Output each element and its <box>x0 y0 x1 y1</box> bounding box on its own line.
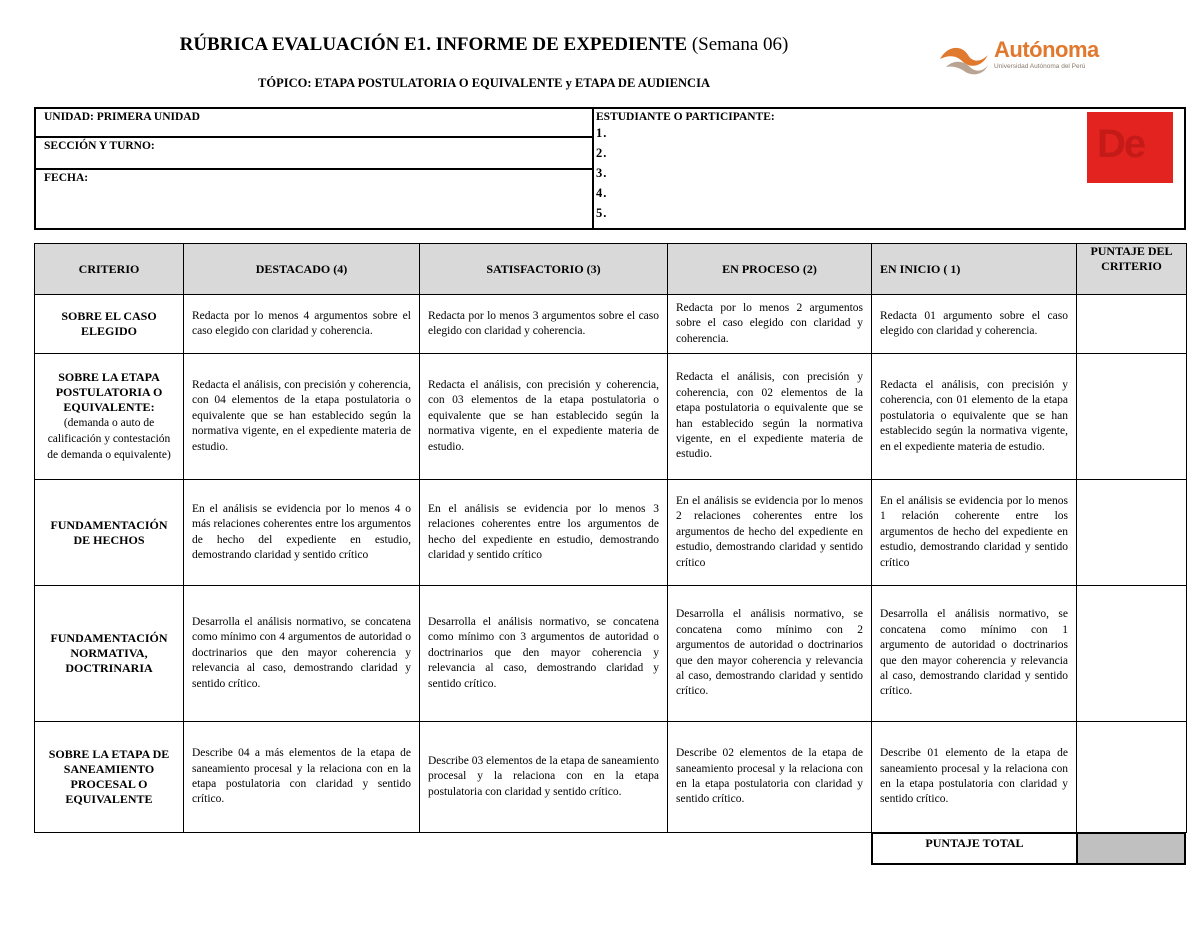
logo-tagline: Universidad Autónoma del Perú <box>994 63 1086 70</box>
table-row <box>35 722 1187 833</box>
header-puntaje: PUNTAJE DEL CRITERIO <box>1077 244 1187 295</box>
inicio-cell: Redacta el análisis, con precisión y coherencia, con 01 elemento de la etapa postulatoria o equivalente que se han establecido según la normativa vigente, en el expediente materia de estudio. <box>872 354 1077 480</box>
proceso-cell: Redacta por lo menos 2 argumentos sobre el caso elegido con claridad y coherencia. <box>668 295 872 354</box>
title-week: (Semana 06) <box>691 34 789 55</box>
rubric-table <box>34 243 1187 833</box>
de-badge <box>1087 112 1173 183</box>
criterion-note: (demanda o auto de calificación y contestación de demanda o equivalente) <box>47 417 171 461</box>
satisfactorio-cell: Redacta por lo menos 3 argumentos sobre el caso elegido con claridad y coherencia. <box>420 295 668 354</box>
logo-name: Autónoma <box>994 37 1099 62</box>
title-main: RÚBRICA EVALUACIÓN E1. INFORME DE EXPEDIENTE <box>179 34 688 55</box>
inicio-cell: En el análisis se evidencia por lo menos 1 relación coherente entre los argumentos de hecho del expediente en estudio, demostrando claridad y sentido crítico <box>872 480 1077 586</box>
destacado-cell: Redacta el análisis, con precisión y coherencia, con 04 elementos de la etapa postulatoria o equivalente que se han establecido según la normativa vigente, en el expediente materia de estudio. <box>184 354 420 480</box>
criterion-cell <box>35 295 184 354</box>
criterion-label: SOBRE LA ETAPA POSTULATORIA O EQUIVALENTE: <box>55 370 163 414</box>
header-criterio: CRITERIO <box>35 244 184 295</box>
student-slot[interactable]: 3. <box>596 166 608 180</box>
table-row <box>35 354 1187 480</box>
criterion-label: FUNDAMENTACIÓN DE HECHOS <box>50 517 168 547</box>
student-slot[interactable]: 5. <box>596 206 608 220</box>
destacado-cell: Describe 04 a más elementos de la etapa de saneamiento procesal y la relaciona con en la etapa postulatoria con claridad y sentido crítico. <box>184 722 420 833</box>
student-label: ESTUDIANTE O PARTICIPANTE: <box>596 111 775 123</box>
header-satisfactorio: SATISFACTORIO (3) <box>420 244 668 295</box>
destacado-cell: En el análisis se evidencia por lo menos 4 o más relaciones coherentes entre los argumentos de hecho del expediente en estudio, demostrando claridad y sentido crítico <box>184 480 420 586</box>
criterion-cell <box>35 586 184 722</box>
table-row <box>35 480 1187 586</box>
student-slot[interactable]: 4. <box>596 186 608 200</box>
total-score-box <box>871 832 1186 865</box>
proceso-cell: Desarrolla el análisis normativo, se concatena como mínimo con 2 argumentos de autoridad o doctrinarios que den mayor coherencia y relevancia al caso, demostrando claridad y sentido crítico. <box>668 586 872 722</box>
de-badge-text: De <box>1097 122 1145 166</box>
header-destacado: DESTACADO (4) <box>184 244 420 295</box>
criterion-cell <box>35 354 184 480</box>
score-cell[interactable] <box>1077 722 1187 833</box>
score-cell[interactable] <box>1077 354 1187 480</box>
destacado-cell: Redacta por lo menos 4 argumentos sobre el caso elegido con claridad y coherencia. <box>184 295 420 354</box>
inicio-cell: Desarrolla el análisis normativo, se concatena como mínimo con 1 argumento de autoridad o doctrinarios que den mayor coherencia y relevancia al caso, demostrando claridad y sentido crítico. <box>872 586 1077 722</box>
proceso-cell: Redacta el análisis, con precisión y coherencia, con 02 elementos de la etapa postulatoria o equivalente que se han establecido según la normativa vigente, en el expediente materia de estudio. <box>668 354 872 480</box>
score-cell[interactable] <box>1077 480 1187 586</box>
criterion-cell <box>35 722 184 833</box>
criterion-label: SOBRE EL CASO ELEGIDO <box>61 309 157 338</box>
header-inicio: EN INICIO ( 1) <box>872 244 1077 295</box>
inicio-cell: Describe 01 elemento de la etapa de saneamiento procesal y la relaciona con en la etapa postulatoria con claridad y sentido crítico. <box>872 722 1077 833</box>
proceso-cell: En el análisis se evidencia por lo menos 2 relaciones coherentes entre los argumentos de hecho del expediente en estudio, demostrando claridad y sentido crítico <box>668 480 872 586</box>
score-cell[interactable] <box>1077 295 1187 354</box>
criterion-label: SOBRE LA ETAPA DE SANEAMIENTO PROCESAL O EQUIVALENTE <box>48 747 170 806</box>
header-proceso: EN PROCESO (2) <box>668 244 872 295</box>
satisfactorio-cell: Redacta el análisis, con precisión y coherencia, con 03 elementos de la etapa postulatoria o equivalente que se han establecido según la normativa vigente, en el expediente materia de estudio. <box>420 354 668 480</box>
satisfactorio-cell: En el análisis se evidencia por lo menos 3 relaciones coherentes entre los argumentos de hecho del expediente en estudio, demostrando claridad y sentido crítico <box>420 480 668 586</box>
table-row <box>35 586 1187 722</box>
satisfactorio-cell: Desarrolla el análisis normativo, se concatena como mínimo con 3 argumentos de autoridad o doctrinarios que den mayor coherencia y relevancia al caso, demostrando claridad y sentido crítico. <box>420 586 668 722</box>
inicio-cell: Redacta 01 argumento sobre el caso elegido con claridad y coherencia. <box>872 295 1077 354</box>
table-header-row <box>35 244 1187 295</box>
unidad-field[interactable]: UNIDAD: PRIMERA UNIDAD <box>36 109 592 138</box>
destacado-cell: Desarrolla el análisis normativo, se concatena como mínimo con 4 argumentos de autoridad o doctrinarios que den mayor coherencia y relevancia al caso, demostrando claridad y sentido crítico. <box>184 586 420 722</box>
university-logo <box>936 37 1106 77</box>
page-title <box>0 34 968 56</box>
student-slot[interactable]: 2. <box>596 146 608 160</box>
table-row <box>35 295 1187 354</box>
satisfactorio-cell: Describe 03 elementos de la etapa de saneamiento procesal y la relaciona con en la etapa postulatoria con claridad y sentido crítico. <box>420 722 668 833</box>
total-label: PUNTAJE TOTAL <box>873 834 1078 863</box>
info-left <box>36 109 594 228</box>
page-subtitle: TÓPICO: ETAPA POSTULATORIA O EQUIVALENTE y ETAPA DE AUDIENCIA <box>258 76 710 90</box>
criterion-cell <box>35 480 184 586</box>
total-score-field[interactable] <box>1078 834 1184 863</box>
logo-swirl-icon <box>936 37 992 77</box>
criterion-label: FUNDAMENTACIÓN NORMATIVA, DOCTRINARIA <box>50 631 168 675</box>
info-block <box>34 107 1186 230</box>
fecha-field[interactable]: FECHA: <box>44 172 89 184</box>
student-slot[interactable]: 1. <box>596 126 608 140</box>
score-cell[interactable] <box>1077 586 1187 722</box>
seccion-field[interactable]: SECCIÓN Y TURNO: <box>36 138 592 170</box>
proceso-cell: Describe 02 elementos de la etapa de saneamiento procesal y la relaciona con en la etapa postulatoria con claridad y sentido crítico. <box>668 722 872 833</box>
